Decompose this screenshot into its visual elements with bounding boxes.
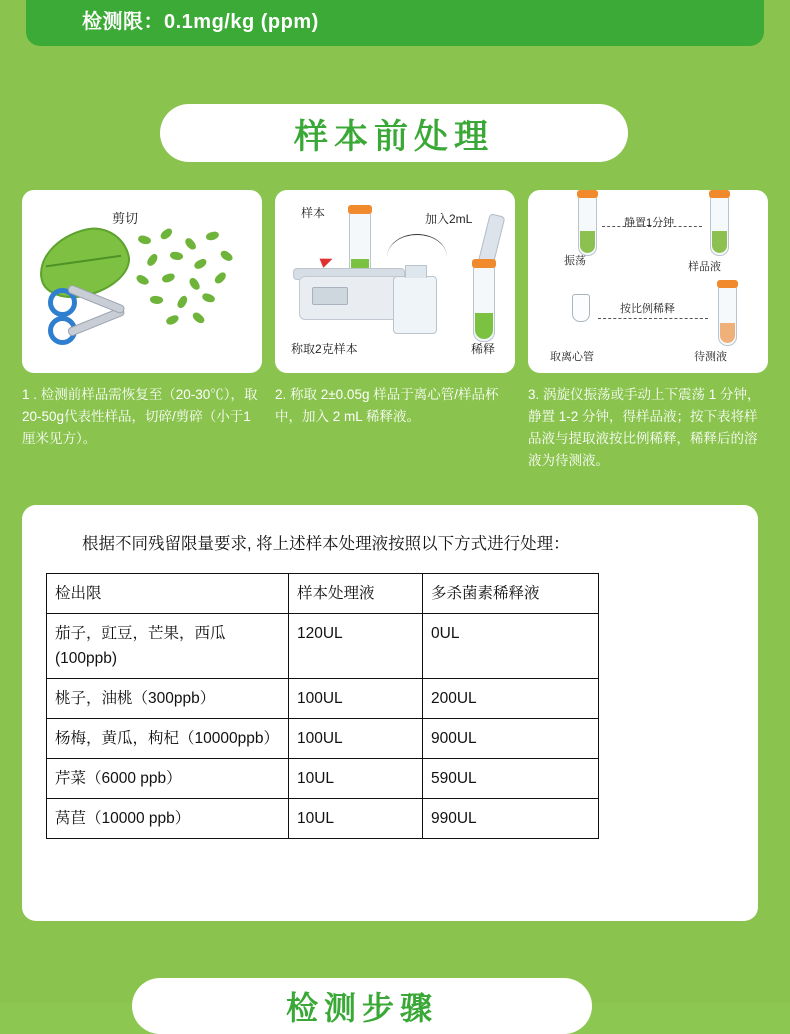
card-cut-sample — [22, 190, 262, 373]
table-cell-limit: 茄子，豇豆，芒果，西瓜 (100ppb) — [47, 614, 289, 679]
detection-limit-banner — [26, 0, 764, 46]
card3-label-stand1min: 静置1分钟 — [624, 217, 675, 229]
table-row — [47, 799, 599, 839]
dashed-arrow-1-icon — [602, 226, 702, 227]
illustration-cards — [22, 190, 768, 373]
vortex-tube-icon — [578, 196, 597, 256]
centrifuge-tube-icon — [572, 294, 590, 322]
bottom-section-pill — [132, 978, 592, 1034]
panel-intro-text: 根据不同残留限量要求, 将上述样本处理液按照以下方式进行处理： — [82, 535, 570, 553]
card2-label-sample: 样本 — [301, 206, 326, 220]
card2-label-weigh: 称取2克样本 — [291, 342, 358, 356]
table-cell-limit: 芹菜（6000 ppb） — [47, 759, 289, 799]
dashed-arrow-2-icon — [598, 318, 708, 319]
detection-limit-label: 检测限：0.1mg/kg (ppm) — [82, 10, 319, 33]
bottom-section-title: 检测步骤 — [285, 990, 438, 1026]
caption-step-1: 1 . 检测前样品需恢复至（20-30℃），取20-50g代表性样品，切碎/剪碎（小于1厘米见方）。 — [22, 387, 258, 446]
chopped-greens-icon — [132, 226, 252, 346]
table-header-sample-solution: 样本处理液 — [289, 574, 423, 614]
table-cell-sample: 120UL — [289, 614, 423, 679]
card3-label-take-centrifuge: 取离心管 — [550, 351, 594, 363]
card-weigh-sample — [275, 190, 515, 373]
step-captions — [22, 384, 768, 472]
table-header-detection-limit: 检出限 — [47, 574, 289, 614]
table-cell-limit: 杨梅，黄瓜，枸杞（10000ppb） — [47, 719, 289, 759]
table-header-row — [47, 574, 599, 614]
card3-label-sample-liquid: 样品液 — [688, 261, 721, 273]
table-row — [47, 759, 599, 799]
table-cell-sample: 10UL — [289, 759, 423, 799]
table-cell-sample: 100UL — [289, 719, 423, 759]
table-cell-sample: 100UL — [289, 679, 423, 719]
page-title: 样本前处理 — [294, 117, 494, 156]
table-cell-diluent: 0UL — [423, 614, 599, 679]
card-vortex-dilute — [528, 190, 768, 373]
caption-step-2: 2. 称取 2±0.05g 样品于离心管/样品杯中，加入 2 mL 稀释液。 — [275, 387, 499, 424]
card2-label-dilute: 稀释 — [471, 342, 496, 356]
section-title-pill — [160, 104, 628, 162]
table-cell-diluent: 900UL — [423, 719, 599, 759]
scissors-icon — [46, 282, 132, 344]
card2-label-add2ml: 加入2mL — [425, 212, 473, 226]
card3-label-ratio-dilute: 按比例稀释 — [620, 303, 675, 315]
card3-label-test-liquid: 待测液 — [694, 351, 727, 363]
table-cell-sample: 10UL — [289, 799, 423, 839]
card1-label-cut: 剪切 — [112, 211, 139, 226]
test-liquid-tube-icon — [718, 286, 737, 346]
table-row — [47, 719, 599, 759]
sample-liquid-tube-icon — [710, 196, 729, 256]
table-header-spinosad-diluent: 多杀菌素稀释液 — [423, 574, 599, 614]
red-arrow-icon — [320, 254, 335, 268]
scale-body-icon — [299, 276, 399, 320]
dilution-table-panel — [22, 505, 758, 921]
table-cell-limit: 莴苣（10000 ppb） — [47, 799, 289, 839]
dilution-tube-icon — [473, 266, 495, 342]
caption-step-3: 3. 涡旋仪振荡或手动上下震荡 1 分钟，静置 1-2 分钟，得样品液；按下表将样品液与提取液按比例稀释，稀释后的溶液为待测液。 — [528, 387, 761, 468]
dilution-table — [46, 573, 599, 839]
table-cell-diluent: 200UL — [423, 679, 599, 719]
table-cell-diluent: 590UL — [423, 759, 599, 799]
table-cell-limit: 桃子，油桃（300ppb） — [47, 679, 289, 719]
flow-arrow-icon — [387, 234, 447, 257]
card3-label-shake: 振荡 — [564, 255, 586, 267]
diluent-bottle-icon — [393, 276, 437, 334]
table-row — [47, 679, 599, 719]
table-cell-diluent: 990UL — [423, 799, 599, 839]
table-row — [47, 614, 599, 679]
